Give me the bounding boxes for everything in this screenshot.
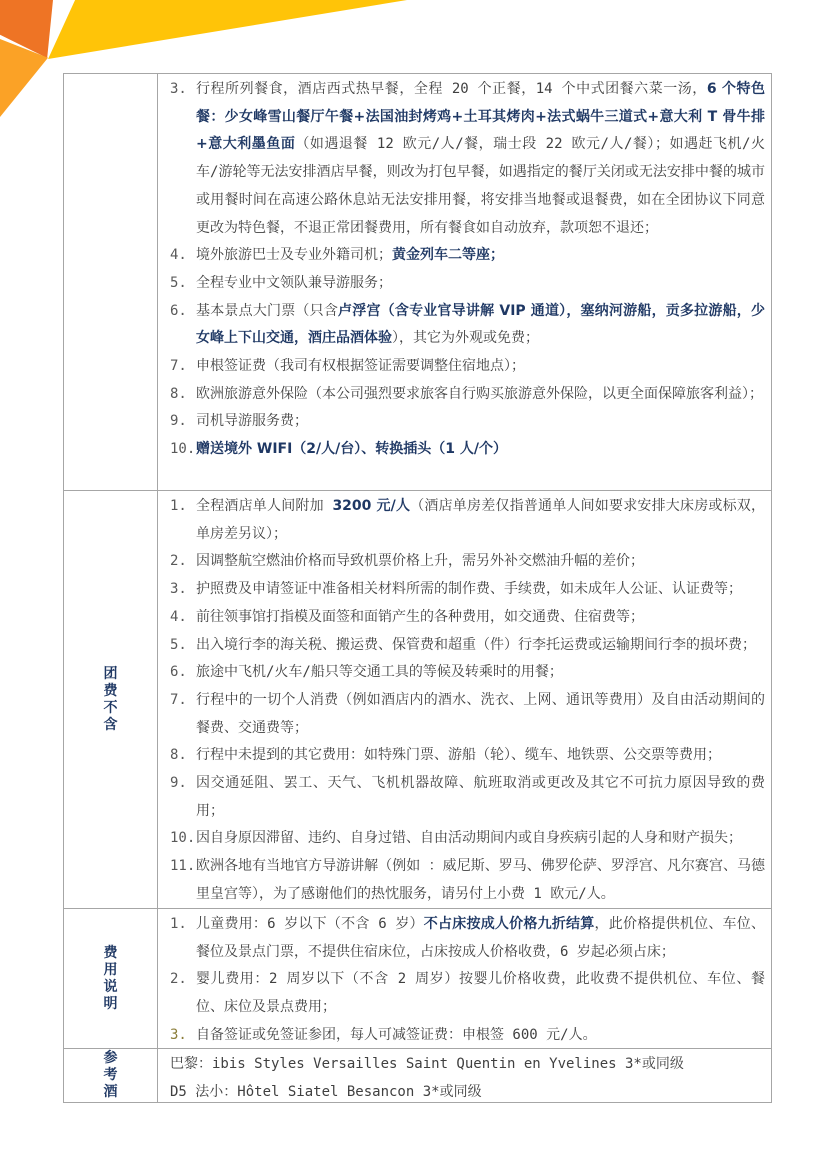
list-item	[170, 436, 765, 464]
text-segment: 婴儿费用：2 周岁以下（不含 2 周岁）按婴儿价格收费，此收费不提供机位、车位、餐位、床位及景点费用；	[196, 971, 765, 1016]
highlighted-text-segment: 黄金列车二等座；	[392, 247, 504, 264]
list-item	[170, 1079, 765, 1102]
list-item-number: 1.	[170, 498, 187, 514]
text-segment: 儿童费用：6 岁以下（不含 6 岁）	[196, 916, 424, 932]
text-segment: 基本景点大门票（只含	[196, 302, 339, 319]
highlighted-text-segment: 卢浮宫（含专业官导讲解 VIP 通道），塞纳河游船，贡多拉游船，少女峰上下山交通，酒庄品酒体验	[196, 302, 766, 347]
list-item	[170, 298, 765, 353]
row-header-cell	[64, 74, 158, 490]
highlighted-text-segment: 3200 元/人	[332, 498, 411, 514]
list-item-number: 3.	[170, 581, 187, 598]
list-item	[170, 493, 765, 548]
text-segment: ），其它为外观或免费；	[392, 330, 539, 347]
list-item-text	[196, 242, 765, 270]
list-item-text	[196, 1022, 765, 1048]
list-item-number: 7.	[170, 691, 187, 708]
list-item-number: 2.	[170, 553, 187, 570]
list-item	[170, 687, 765, 742]
list-item	[170, 1051, 765, 1079]
text-segment: ，此价格提供机位、车位、餐位及景点门票，不提供住宿床位，占床按成人价格收费，6 岁起必须占床；	[196, 916, 766, 960]
list-item	[170, 548, 765, 576]
text-segment: 欧洲旅游意外保险（本公司强烈要求旅客自行购买旅游意外保险，以更全面保障旅客利益）；	[196, 385, 763, 402]
list-item-number: 10.	[170, 441, 196, 458]
list-item-number: 4.	[170, 608, 187, 625]
row-header-label: 费用说明	[103, 944, 118, 1012]
list-item	[170, 353, 765, 381]
list-item	[170, 911, 765, 966]
list-item	[170, 966, 765, 1021]
list-item	[170, 242, 765, 270]
text-segment: 旅途中飞机/火车/船只等交通工具的等候及转乘时的用餐；	[196, 664, 563, 681]
terms-table	[63, 73, 772, 1103]
text-segment: 行程所列餐食，酒店西式热早餐，全程 20 个正餐，14 个中式团餐六菜一汤，	[196, 81, 707, 97]
text-segment: 全程酒店单人间附加	[196, 498, 333, 514]
table-row	[64, 1048, 771, 1102]
list-item-number: 9.	[170, 775, 187, 792]
list-item-text	[196, 548, 765, 576]
list-item	[170, 742, 765, 770]
text-segment: 因交通延阻、罢工、天气、飞机机器故障、航班取消或更改及其它不可抗力原因导致的费用；	[196, 775, 765, 819]
list-item-number: 3.	[170, 81, 187, 97]
highlighted-text-segment: 赠送境外 WIFI（2/人/台）、转换插头（1 人/个）	[196, 441, 507, 458]
list-item	[170, 76, 765, 242]
list-item-text	[196, 576, 765, 604]
text-segment: 因调整航空燃油价格而导致机票价格上升，需另外补交燃油升幅的差价；	[196, 553, 644, 570]
table-row	[64, 74, 771, 490]
row-content-cell	[158, 491, 771, 908]
list-item-number: 6.	[170, 302, 187, 319]
row-header-label: 参考酒	[103, 1050, 118, 1100]
list-item-number: 11.	[170, 858, 196, 875]
list-item-text	[196, 770, 765, 825]
list-item	[170, 632, 765, 660]
list-item	[170, 576, 765, 604]
list-item-text	[196, 911, 765, 966]
row-content-cell	[158, 1049, 771, 1102]
list-item-number: 10.	[170, 830, 196, 847]
list-item-text	[196, 853, 765, 908]
list-item-number: 7.	[170, 358, 187, 375]
list-item	[170, 853, 765, 908]
list-item-text	[196, 381, 765, 409]
text-segment: 护照费及申请签证中准备相关材料所需的制作费、手续费，如未成年人公证、认证费等；	[196, 581, 742, 598]
text-segment: （如遇退餐 12 欧元/人/餐，瑞士段 22 欧元/人/餐）；如遇赶飞机/火车/游轮等无法安排酒店早餐，则改为打包早餐，如遇指定的餐厅关闭或无法安排中餐的城市或用餐时间在高速公路休息站无法安排用餐，将安排当地餐或退餐费，如在全团协议下同意更改为特色餐，不退正常团餐费用，所有餐食如自动放弃，款项恕不退还；	[196, 136, 765, 236]
list-item-text	[170, 1079, 765, 1102]
list-item-text	[170, 1051, 765, 1079]
highlighted-text-segment: 6 个特色餐：少女峰雪山餐厅午餐+法国油封烤鸡+土耳其烤肉+法式蜗牛三道式+意大利 T 骨牛排+意大利墨鱼面	[196, 81, 765, 153]
list-item-number: 5.	[170, 274, 187, 291]
row-header-label: 团费不含	[103, 665, 118, 733]
list-item-number: 5.	[170, 636, 187, 653]
text-segment: 司机导游服务费；	[196, 413, 308, 430]
text-segment: 行程中的一切个人消费（例如酒店内的酒水、洗衣、上网、通讯等费用）及自由活动期间的餐费、交通费等；	[196, 691, 765, 736]
list-item-text	[196, 966, 765, 1021]
list-item	[170, 1022, 765, 1048]
list-item-text	[196, 493, 765, 548]
list-item-number: 3.	[170, 1026, 187, 1043]
highlighted-text-segment: 不占床按成人价格九折结算	[423, 916, 595, 932]
text-segment: 因自身原因滞留、违约、自身过错、自由活动期间内或自身疾病引起的人身和财产损失；	[196, 830, 742, 847]
text-segment: 前往领事馆打指模及面签和面销产生的各种费用，如交通费、住宿费等；	[196, 608, 644, 625]
list-item-number: 4.	[170, 247, 187, 264]
list-item	[170, 659, 765, 687]
list-item-text	[196, 408, 765, 436]
list-item-text	[196, 742, 765, 770]
list-item-number: 8.	[170, 747, 187, 764]
row-header-cell	[64, 1049, 158, 1102]
text-segment: 申根签证费（我司有权根据签证需要调整住宿地点）；	[196, 358, 525, 375]
list-item	[170, 408, 765, 436]
text-segment: （酒店单房差仅指普通单人间如要求安排大床房或标双，单房差另议）；	[196, 498, 766, 542]
row-content-cell	[158, 909, 771, 1048]
text-segment: D5 法小：Hôtel Siatel Besancon 3*或同级	[170, 1083, 482, 1100]
corner-triangle-dark-orange	[0, 0, 53, 58]
list-item-text	[196, 270, 765, 298]
list-item	[170, 381, 765, 409]
list-item-text	[196, 687, 765, 742]
corner-triangle-light-orange	[0, 39, 48, 117]
row-content-cell	[158, 74, 771, 490]
row-header-cell	[64, 909, 158, 1048]
list-item-text	[196, 436, 765, 464]
table-row	[64, 908, 771, 1048]
row-header-cell	[64, 491, 158, 908]
list-item	[170, 604, 765, 632]
list-item	[170, 270, 765, 298]
text-segment: 巴黎：ibis Styles Versailles Saint Quentin en Yvelines 3*或同级	[170, 1056, 684, 1072]
list-item-text	[196, 353, 765, 381]
text-segment: 自备签证或免签证参团，每人可减签证费：申根签 600 元/人。	[196, 1026, 597, 1043]
text-segment: 全程专业中文领队兼导游服务；	[196, 274, 392, 291]
list-item-number: 1.	[170, 916, 187, 932]
text-segment: 境外旅游巴士及专业外籍司机；	[196, 247, 392, 264]
list-item-text	[196, 298, 765, 353]
list-item-number: 2.	[170, 971, 187, 988]
list-item-text	[196, 825, 765, 853]
list-item-number: 9.	[170, 413, 187, 430]
list-item	[170, 770, 765, 825]
list-item-number: 8.	[170, 385, 187, 402]
text-segment: 出入境行李的海关税、搬运费、保管费和超重（件）行李托运费或运输期间行李的损坏费；	[196, 636, 756, 653]
list-item-text	[196, 76, 765, 242]
text-segment: 行程中未提到的其它费用：如特殊门票、游船（轮）、缆车、地铁票、公交票等费用；	[196, 747, 721, 764]
list-item-text	[196, 604, 765, 632]
list-item	[170, 825, 765, 853]
table-row	[64, 490, 771, 908]
list-item-number: 6.	[170, 664, 187, 681]
list-item-text	[196, 659, 765, 687]
corner-triangle-yellow	[47, 0, 407, 59]
text-segment: 欧洲各地有当地官方导游讲解（例如 ：威尼斯、罗马、佛罗伦萨、罗浮宫、凡尔赛宫、马德里皇宫等），为了感谢他们的热忱服务，请另付上小费 1 欧元/人。	[196, 858, 765, 902]
list-item-text	[196, 632, 765, 660]
